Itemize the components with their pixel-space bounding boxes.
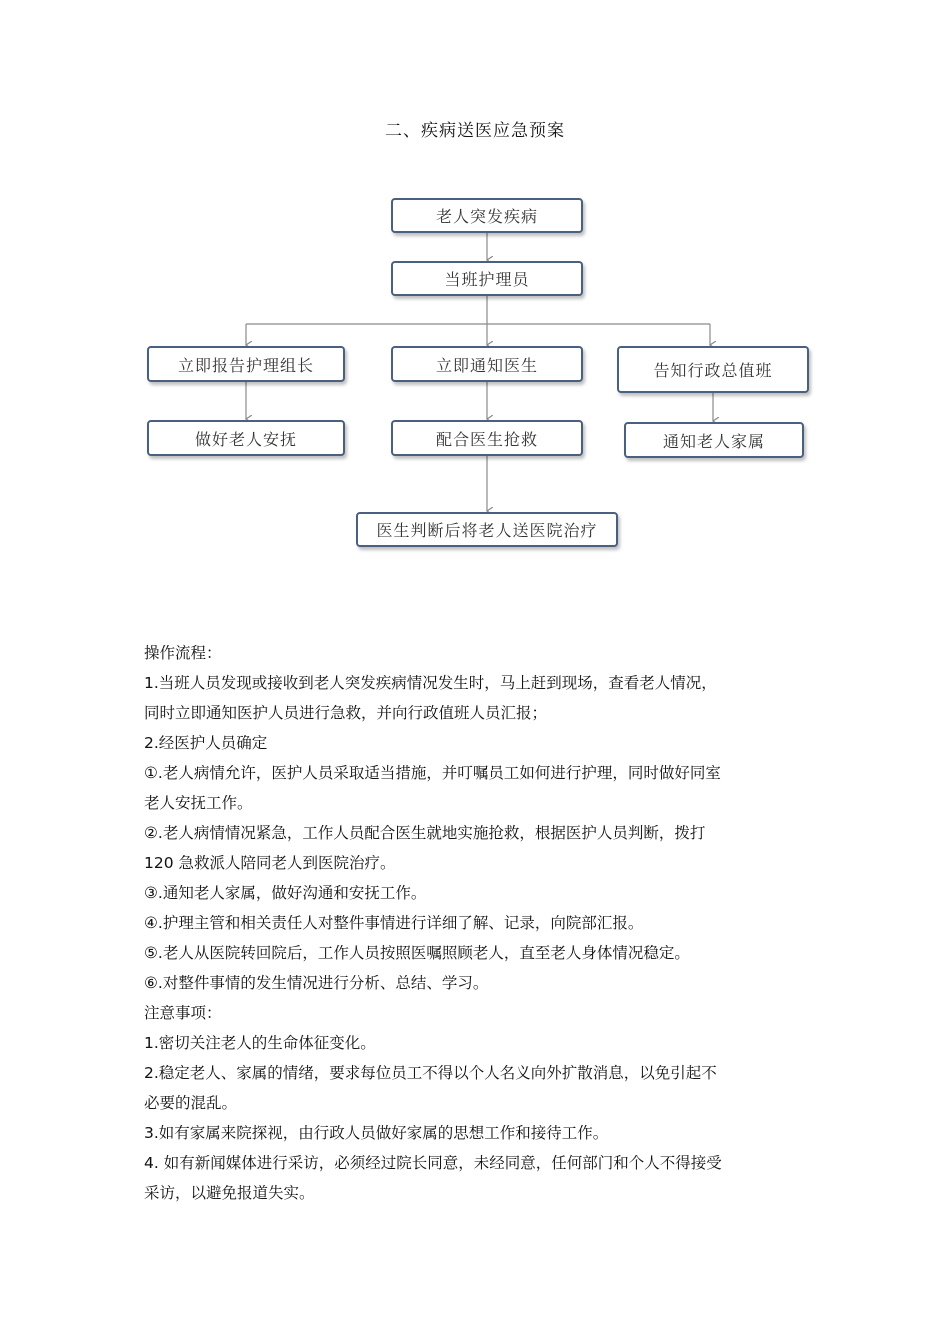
node-start: 老人突发疾病	[391, 198, 583, 233]
notes-line: 1.密切关注老人的生命体征变化。	[144, 1034, 376, 1052]
procedure-line: ⑤.老人从医院转回院后，工作人员按照医嘱照顾老人，直至老人身体情况稳定。	[144, 944, 690, 962]
flowchart	[0, 0, 950, 600]
node-doctor: 立即通知医生	[391, 346, 583, 382]
procedure-line: 120 急救派人陪同老人到医院治疗。	[144, 854, 396, 872]
node-comfort: 做好老人安抚	[147, 420, 345, 456]
flowchart-connectors	[0, 0, 950, 600]
notes-line: 必要的混乱。	[144, 1094, 238, 1112]
procedure-heading: 操作流程：	[144, 644, 222, 662]
procedure-line: ③.通知老人家属，做好沟通和安抚工作。	[144, 884, 427, 902]
notes-line: 3.如有家属来院探视，由行政人员做好家属的思想工作和接待工作。	[144, 1124, 609, 1142]
notes-heading: 注意事项：	[144, 1004, 222, 1022]
notes-line: 2.稳定老人、家属的情绪，要求每位员工不得以个人名义向外扩散消息，以免引起不	[144, 1064, 717, 1082]
node-admin: 告知行政总值班	[617, 346, 809, 393]
node-report: 立即报告护理组长	[147, 346, 345, 382]
procedure-line: ⑥.对整件事情的发生情况进行分析、总结、学习。	[144, 974, 489, 992]
procedure-line: 1.当班人员发现或接收到老人突发疾病情况发生时，马上赶到现场，查看老人情况，	[144, 674, 717, 692]
procedure-line: 2.经医护人员确定	[144, 734, 268, 752]
node-rescue: 配合医生抢救	[391, 420, 583, 456]
procedure-line: 同时立即通知医护人员进行急救，并向行政值班人员汇报；	[144, 704, 548, 722]
page-title: 二、疾病送医应急预案	[385, 121, 565, 141]
procedure-line: ①.老人病情允许，医护人员采取适当措施，并叮嘱员工如何进行护理，同时做好同室	[144, 764, 721, 782]
node-family: 通知老人家属	[624, 422, 804, 458]
node-nurse: 当班护理员	[391, 261, 583, 296]
notes-line: 采访，以避免报道失实。	[144, 1184, 315, 1202]
body-text	[144, 638, 814, 1208]
procedure-line: ④.护理主管和相关责任人对整件事情进行详细了解、记录，向院部汇报。	[144, 914, 644, 932]
procedure-line: 老人安抚工作。	[144, 794, 253, 812]
notes-line: 4. 如有新闻媒体进行采访，必须经过院长同意，未经同意，任何部门和个人不得接受	[144, 1154, 722, 1172]
procedure-line: ②.老人病情情况紧急，工作人员配合医生就地实施抢救，根据医护人员判断，拨打	[144, 824, 706, 842]
node-hospital: 医生判断后将老人送医院治疗	[356, 512, 618, 547]
